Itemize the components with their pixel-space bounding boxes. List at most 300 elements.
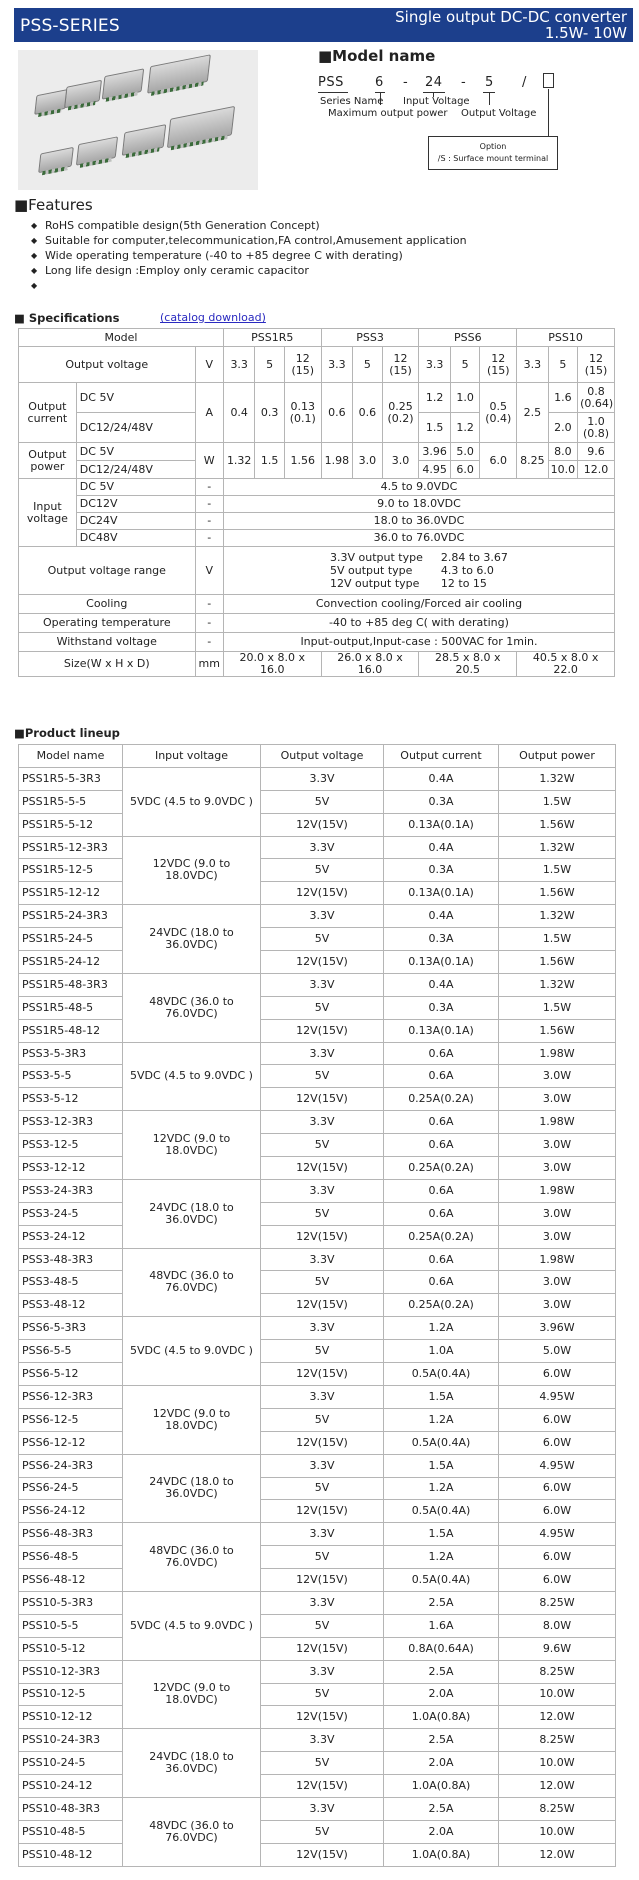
output-current-label: Output current xyxy=(19,383,77,443)
table-row xyxy=(19,882,616,905)
model-name-cell: PSS6-24-5 xyxy=(19,1477,123,1500)
model-name-cell: PSS6-24-12 xyxy=(19,1500,123,1523)
value-cell: 0.6 xyxy=(321,383,353,443)
table-row xyxy=(19,767,616,790)
output-current-cell: 0.4A xyxy=(384,836,499,859)
model-name-cell: PSS6-12-12 xyxy=(19,1431,123,1454)
output-power-cell: 1.98W xyxy=(499,1179,616,1202)
value-cell: 3.3 xyxy=(517,347,549,383)
output-current-cell: 1.5A xyxy=(384,1523,499,1546)
input-voltage-cell: 48VDC (36.0 to 76.0VDC) xyxy=(123,1248,261,1317)
model-name-cell: PSS10-5-3R3 xyxy=(19,1591,123,1614)
series-name-label: Series Name xyxy=(320,96,384,107)
output-voltage-cell: 3.3V xyxy=(261,1042,384,1065)
output-voltage-cell: 3.3V xyxy=(261,1797,384,1820)
output-current-cell: 1.2A xyxy=(384,1546,499,1569)
output-current-cell: 0.13A(0.1A) xyxy=(384,813,499,836)
model-name-cell: PSS3-24-12 xyxy=(19,1225,123,1248)
converter-chip xyxy=(76,136,118,165)
output-voltage-cell: 5V xyxy=(261,1546,384,1569)
row-label: DC 5V xyxy=(76,383,195,413)
output-current-cell: 0.25A(0.2A) xyxy=(384,1157,499,1180)
model-name-cell: PSS3-48-5 xyxy=(19,1271,123,1294)
model-code-dash: - xyxy=(403,75,409,90)
model-code-slash: / xyxy=(522,75,527,90)
output-current-cell: 1.0A(0.8A) xyxy=(384,1775,499,1798)
output-voltage-cell: 12V(15V) xyxy=(261,1294,384,1317)
table-row xyxy=(19,1843,616,1866)
value-cell: 1.0 xyxy=(450,383,479,413)
value-cell: 3.96 xyxy=(419,443,451,461)
feature-item xyxy=(45,278,467,293)
output-current-cell: 0.6A xyxy=(384,1042,499,1065)
output-voltage-cell: 5V xyxy=(261,928,384,951)
output-voltage-label: Output voltage xyxy=(19,347,196,383)
product-lineup-body xyxy=(19,767,616,1866)
unit: A xyxy=(195,383,223,443)
output-voltage-label: Output Voltage xyxy=(461,108,537,119)
output-power-cell: 6.0W xyxy=(499,1363,616,1386)
input-voltage-cell: 12VDC (9.0 to 18.0VDC) xyxy=(123,1660,261,1729)
value-cell: 0.3 xyxy=(255,383,284,443)
converter-chip xyxy=(122,124,166,156)
model-name-cell: PSS6-5-5 xyxy=(19,1340,123,1363)
output-voltage-cell: 3.3V xyxy=(261,1660,384,1683)
column-header: Output power xyxy=(499,745,616,768)
model-name-cell: PSS1R5-24-12 xyxy=(19,951,123,974)
model-name-cell: PSS3-5-5 xyxy=(19,1065,123,1088)
model-name-cell: PSS3-24-5 xyxy=(19,1202,123,1225)
output-power-cell: 12.0W xyxy=(499,1706,616,1729)
output-current-cell: 0.6A xyxy=(384,1179,499,1202)
size-label: Size(W x H x D) xyxy=(19,652,196,677)
output-current-cell: 0.3A xyxy=(384,790,499,813)
model-name-cell: PSS6-5-3R3 xyxy=(19,1317,123,1340)
range-value: 2.84 to 3.67 xyxy=(440,551,508,564)
option-text: /S : Surface mount terminal xyxy=(437,154,549,163)
table-row xyxy=(19,1317,616,1340)
output-power-cell: 4.95W xyxy=(499,1454,616,1477)
row-label: DC12V xyxy=(76,496,195,513)
output-power-cell: 1.32W xyxy=(499,767,616,790)
operating-temperature-value: -40 to +85 deg C( with derating) xyxy=(223,614,614,633)
value-cell: 0.8 (0.64) xyxy=(578,383,615,413)
output-power-cell: 4.95W xyxy=(499,1385,616,1408)
feature-item: ◆ Suitable for computer,telecommunication,FA control,Amusement application xyxy=(45,233,467,248)
output-power-cell: 1.5W xyxy=(499,790,616,813)
value-cell: 0.25 (0.2) xyxy=(382,383,419,443)
value-cell: 0.13 (0.1) xyxy=(284,383,321,443)
table-row xyxy=(19,928,616,951)
output-voltage-cell: 5V xyxy=(261,1340,384,1363)
table-row xyxy=(19,1614,616,1637)
value-cell: 0.6 xyxy=(353,383,382,443)
table-row xyxy=(19,1134,616,1157)
value-cell: 1.5 xyxy=(419,413,451,443)
table-row xyxy=(19,1271,616,1294)
output-voltage-cell: 5V xyxy=(261,1065,384,1088)
output-voltage-cell: 12V(15V) xyxy=(261,1706,384,1729)
series-header: PSS6 xyxy=(419,329,517,347)
input-voltage-cell: 12VDC (9.0 to 18.0VDC) xyxy=(123,1111,261,1180)
model-name-cell: PSS6-5-12 xyxy=(19,1363,123,1386)
value-cell: 3.3 xyxy=(321,347,353,383)
series-name: PSS-SERIES xyxy=(20,16,120,36)
output-voltage-cell: 12V(15V) xyxy=(261,1363,384,1386)
value-cell: 8.25 xyxy=(517,443,549,479)
output-power-cell: 1.32W xyxy=(499,905,616,928)
value-cell: 1.32 xyxy=(223,443,255,479)
output-voltage-cell: 3.3V xyxy=(261,1111,384,1134)
table-row xyxy=(19,1157,616,1180)
model-name-cell: PSS1R5-5-5 xyxy=(19,790,123,813)
value-cell: 3.3 xyxy=(223,347,255,383)
unit: - xyxy=(195,633,223,652)
output-voltage-range-label: Output voltage range xyxy=(19,547,196,595)
model-name-cell: PSS1R5-48-12 xyxy=(19,1019,123,1042)
model-name-cell: PSS1R5-12-3R3 xyxy=(19,836,123,859)
model-code-prefix: PSS xyxy=(318,75,344,90)
row-label: DC48V xyxy=(76,530,195,547)
converter-chip xyxy=(102,68,144,99)
feature-item: ◆ Long life design :Employ only ceramic capacitor xyxy=(45,263,467,278)
table-row xyxy=(19,1500,616,1523)
output-voltage-cell: 3.3V xyxy=(261,767,384,790)
output-power-cell: 3.96W xyxy=(499,1317,616,1340)
value-cell: 12 (15) xyxy=(382,347,419,383)
input-voltage-label: Input Voltage xyxy=(403,96,470,107)
model-name-cell: PSS10-48-5 xyxy=(19,1820,123,1843)
table-row xyxy=(19,1660,616,1683)
output-current-cell: 0.5A(0.4A) xyxy=(384,1431,499,1454)
output-current-cell: 1.2A xyxy=(384,1477,499,1500)
output-power-cell: 1.32W xyxy=(499,973,616,996)
output-voltage-cell: 5V xyxy=(261,1820,384,1843)
input-voltage-cell: 5VDC (4.5 to 9.0VDC ) xyxy=(123,1591,261,1660)
model-header: Model xyxy=(19,329,224,347)
output-current-cell: 0.3A xyxy=(384,859,499,882)
value-cell: 0.5 (0.4) xyxy=(480,383,517,443)
output-power-cell: 12.0W xyxy=(499,1843,616,1866)
row-label: DC 5V xyxy=(76,479,195,496)
output-power-cell: 1.56W xyxy=(499,882,616,905)
output-power-cell: 10.0W xyxy=(499,1820,616,1843)
model-name-cell: PSS10-48-3R3 xyxy=(19,1797,123,1820)
input-voltage-cell: 24VDC (18.0 to 36.0VDC) xyxy=(123,1729,261,1798)
table-row xyxy=(19,1248,616,1271)
output-current-cell: 2.0A xyxy=(384,1820,499,1843)
size-value: 20.0 x 8.0 x 16.0 xyxy=(223,652,321,677)
table-row xyxy=(19,1225,616,1248)
output-current-cell: 1.6A xyxy=(384,1614,499,1637)
output-power-label: Output power xyxy=(19,443,77,479)
table-row xyxy=(19,1111,616,1134)
size-value: 26.0 x 8.0 x 16.0 xyxy=(321,652,419,677)
output-voltage-cell: 12V(15V) xyxy=(261,1157,384,1180)
value-cell: 5 xyxy=(450,347,479,383)
table-row xyxy=(19,1706,616,1729)
output-power-cell: 3.0W xyxy=(499,1225,616,1248)
table-row xyxy=(19,1797,616,1820)
output-power-cell: 10.0W xyxy=(499,1683,616,1706)
value-cell: 9.0 to 18.0VDC xyxy=(223,496,614,513)
range-type: 3.3V output type xyxy=(330,551,423,564)
model-name-diagram xyxy=(318,70,618,175)
output-voltage-cell: 3.3V xyxy=(261,1248,384,1271)
model-name-cell: PSS1R5-48-5 xyxy=(19,996,123,1019)
value-cell: 1.98 xyxy=(321,443,353,479)
output-voltage-cell: 12V(15V) xyxy=(261,1637,384,1660)
output-power-cell: 10.0W xyxy=(499,1752,616,1775)
output-power-cell: 3.0W xyxy=(499,1065,616,1088)
output-current-cell: 0.8A(0.64A) xyxy=(384,1637,499,1660)
unit: - xyxy=(195,614,223,633)
table-row xyxy=(19,973,616,996)
table-row xyxy=(19,1408,616,1431)
model-name-cell: PSS6-48-3R3 xyxy=(19,1523,123,1546)
table-row xyxy=(19,1431,616,1454)
output-voltage-cell: 12V(15V) xyxy=(261,1569,384,1592)
output-voltage-cell: 3.3V xyxy=(261,1591,384,1614)
max-output-power-label: Maximum output power xyxy=(328,108,448,119)
table-row xyxy=(19,1363,616,1386)
feature-item: ◆ RoHS compatible design(5th Generation Concept) xyxy=(45,218,467,233)
output-current-cell: 0.6A xyxy=(384,1111,499,1134)
range-value: 12 to 15 xyxy=(440,577,487,590)
value-cell: 2.5 xyxy=(517,383,549,443)
output-voltage-cell: 5V xyxy=(261,859,384,882)
output-power-cell: 1.32W xyxy=(499,836,616,859)
table-row xyxy=(19,1591,616,1614)
header-power-range: 1.5W- 10W xyxy=(544,24,627,42)
column-header: Output voltage xyxy=(261,745,384,768)
model-name-cell: PSS6-24-3R3 xyxy=(19,1454,123,1477)
table-row xyxy=(19,1294,616,1317)
output-current-cell: 1.2A xyxy=(384,1317,499,1340)
unit: - xyxy=(195,496,223,513)
value-cell: 12 (15) xyxy=(480,347,517,383)
option-box xyxy=(428,136,558,170)
size-value: 28.5 x 8.0 x 20.5 xyxy=(419,652,517,677)
unit: - xyxy=(195,479,223,496)
table-row xyxy=(19,1454,616,1477)
table-row xyxy=(19,1546,616,1569)
output-voltage-cell: 12V(15V) xyxy=(261,1431,384,1454)
input-voltage-cell: 12VDC (9.0 to 18.0VDC) xyxy=(123,836,261,905)
row-label: DC 5V xyxy=(76,443,195,461)
output-voltage-cell: 12V(15V) xyxy=(261,882,384,905)
output-voltage-cell: 5V xyxy=(261,1752,384,1775)
output-current-cell: 0.13A(0.1A) xyxy=(384,951,499,974)
output-voltage-cell: 3.3V xyxy=(261,973,384,996)
unit: V xyxy=(195,547,223,595)
column-header: Input voltage xyxy=(123,745,261,768)
model-name-cell: PSS10-12-12 xyxy=(19,1706,123,1729)
column-header: Model name xyxy=(19,745,123,768)
output-power-cell: 4.95W xyxy=(499,1523,616,1546)
input-voltage-cell: 5VDC (4.5 to 9.0VDC ) xyxy=(123,767,261,836)
output-voltage-cell: 5V xyxy=(261,1134,384,1157)
series-header: PSS1R5 xyxy=(223,329,321,347)
output-current-cell: 0.6A xyxy=(384,1248,499,1271)
specifications-heading: ■ Specifications xyxy=(14,311,120,325)
model-name-cell: PSS6-12-3R3 xyxy=(19,1385,123,1408)
table-row xyxy=(19,1569,616,1592)
output-voltage-cell: 12V(15V) xyxy=(261,1500,384,1523)
output-voltage-cell: 5V xyxy=(261,1614,384,1637)
output-voltage-cell: 5V xyxy=(261,790,384,813)
range-type: 5V output type xyxy=(330,564,413,577)
product-lineup-heading: ■Product lineup xyxy=(14,726,120,740)
value-cell: 3.3 xyxy=(419,347,451,383)
output-current-cell: 0.4A xyxy=(384,905,499,928)
value-cell: 1.5 xyxy=(255,443,284,479)
model-name-cell: PSS3-5-3R3 xyxy=(19,1042,123,1065)
output-voltage-cell: 3.3V xyxy=(261,836,384,859)
output-current-cell: 0.25A(0.2A) xyxy=(384,1088,499,1111)
specifications-table xyxy=(18,328,615,677)
input-voltage-cell: 48VDC (36.0 to 76.0VDC) xyxy=(123,973,261,1042)
model-name-cell: PSS10-24-3R3 xyxy=(19,1729,123,1752)
withstand-voltage-label: Withstand voltage xyxy=(19,633,196,652)
output-current-cell: 1.0A xyxy=(384,1340,499,1363)
output-current-cell: 0.3A xyxy=(384,996,499,1019)
value-cell: 4.95 xyxy=(419,461,451,479)
series-header: PSS3 xyxy=(321,329,419,347)
table-row xyxy=(19,1683,616,1706)
catalog-download-link[interactable]: (catalog download) xyxy=(160,311,266,324)
output-power-cell: 3.0W xyxy=(499,1134,616,1157)
model-name-cell: PSS3-12-5 xyxy=(19,1134,123,1157)
table-row xyxy=(19,1019,616,1042)
output-voltage-cell: 3.3V xyxy=(261,1317,384,1340)
value-cell: 1.2 xyxy=(450,413,479,443)
output-power-cell: 1.5W xyxy=(499,996,616,1019)
table-row xyxy=(19,905,616,928)
table-row xyxy=(19,836,616,859)
model-name-cell: PSS10-5-12 xyxy=(19,1637,123,1660)
converter-chip xyxy=(64,80,102,109)
value-cell: 12.0 xyxy=(578,461,615,479)
output-current-cell: 2.5A xyxy=(384,1797,499,1820)
input-voltage-cell: 5VDC (4.5 to 9.0VDC ) xyxy=(123,1317,261,1386)
output-voltage-cell: 12V(15V) xyxy=(261,951,384,974)
model-name-cell: PSS3-5-12 xyxy=(19,1088,123,1111)
unit: V xyxy=(195,347,223,383)
value-cell: 4.5 to 9.0VDC xyxy=(223,479,614,496)
output-current-cell: 1.5A xyxy=(384,1385,499,1408)
model-code-voltage: 24 xyxy=(425,75,443,90)
value-cell: 1.56 xyxy=(284,443,321,479)
output-current-cell: 0.13A(0.1A) xyxy=(384,882,499,905)
output-voltage-cell: 5V xyxy=(261,1683,384,1706)
output-voltage-cell: 12V(15V) xyxy=(261,1225,384,1248)
output-voltage-cell: 3.3V xyxy=(261,1385,384,1408)
table-row xyxy=(19,1820,616,1843)
model-name-cell: PSS1R5-12-12 xyxy=(19,882,123,905)
value-cell: 2.0 xyxy=(548,413,577,443)
range-type: 12V output type xyxy=(330,577,420,590)
features-heading: ■Features xyxy=(14,196,93,214)
model-name-cell: PSS10-12-3R3 xyxy=(19,1660,123,1683)
table-row xyxy=(19,1637,616,1660)
row-label: DC12/24/48V xyxy=(76,413,195,443)
output-voltage-cell: 3.3V xyxy=(261,905,384,928)
value-cell: 1.2 xyxy=(419,383,451,413)
row-label: DC24V xyxy=(76,513,195,530)
value-cell: 3.0 xyxy=(382,443,419,479)
output-current-cell: 0.6A xyxy=(384,1271,499,1294)
table-row xyxy=(19,813,616,836)
output-power-cell: 1.56W xyxy=(499,1019,616,1042)
output-voltage-cell: 5V xyxy=(261,996,384,1019)
output-power-cell: 1.98W xyxy=(499,1042,616,1065)
model-name-cell: PSS1R5-12-5 xyxy=(19,859,123,882)
output-current-cell: 1.5A xyxy=(384,1454,499,1477)
value-cell: 10.0 xyxy=(548,461,577,479)
table-row xyxy=(19,1202,616,1225)
model-name-cell: PSS1R5-24-5 xyxy=(19,928,123,951)
output-current-cell: 0.4A xyxy=(384,767,499,790)
table-row xyxy=(19,859,616,882)
input-voltage-cell: 48VDC (36.0 to 76.0VDC) xyxy=(123,1797,261,1866)
output-voltage-cell: 5V xyxy=(261,1477,384,1500)
table-row xyxy=(19,1729,616,1752)
input-voltage-cell: 12VDC (9.0 to 18.0VDC) xyxy=(123,1385,261,1454)
output-power-cell: 3.0W xyxy=(499,1202,616,1225)
cooling-label: Cooling xyxy=(19,595,196,614)
output-voltage-cell: 3.3V xyxy=(261,1523,384,1546)
table-row xyxy=(19,1385,616,1408)
value-cell: 5 xyxy=(353,347,382,383)
model-name-cell: PSS10-24-5 xyxy=(19,1752,123,1775)
table-row xyxy=(19,951,616,974)
output-power-cell: 6.0W xyxy=(499,1569,616,1592)
output-power-cell: 1.98W xyxy=(499,1248,616,1271)
model-name-cell: PSS3-12-12 xyxy=(19,1157,123,1180)
output-voltage-cell: 3.3V xyxy=(261,1454,384,1477)
table-row xyxy=(19,1477,616,1500)
feature-item: ◆ Wide operating temperature (-40 to +85 degree C with derating) xyxy=(45,248,467,263)
output-voltage-cell: 3.3V xyxy=(261,1179,384,1202)
output-current-cell: 1.0A(0.8A) xyxy=(384,1843,499,1866)
value-cell: 6.0 xyxy=(480,443,517,479)
output-power-cell: 8.0W xyxy=(499,1614,616,1637)
table-row xyxy=(19,1179,616,1202)
table-row xyxy=(19,996,616,1019)
table-row xyxy=(19,790,616,813)
output-power-cell: 6.0W xyxy=(499,1500,616,1523)
output-current-cell: 0.25A(0.2A) xyxy=(384,1294,499,1317)
output-power-cell: 12.0W xyxy=(499,1775,616,1798)
cooling-value: Convection cooling/Forced air cooling xyxy=(223,595,614,614)
value-cell: 8.0 xyxy=(548,443,577,461)
output-power-cell: 6.0W xyxy=(499,1408,616,1431)
output-current-cell: 2.0A xyxy=(384,1752,499,1775)
value-cell: 36.0 to 76.0VDC xyxy=(223,530,614,547)
model-name-cell: PSS6-12-5 xyxy=(19,1408,123,1431)
product-photo xyxy=(18,50,258,190)
model-name-cell: PSS10-5-5 xyxy=(19,1614,123,1637)
output-voltage-cell: 12V(15V) xyxy=(261,1775,384,1798)
value-cell: 5 xyxy=(255,347,284,383)
input-voltage-cell: 5VDC (4.5 to 9.0VDC ) xyxy=(123,1042,261,1111)
output-power-cell: 9.6W xyxy=(499,1637,616,1660)
output-power-cell: 3.0W xyxy=(499,1294,616,1317)
column-header: Output current xyxy=(384,745,499,768)
output-voltage-cell: 5V xyxy=(261,1408,384,1431)
output-power-cell: 1.5W xyxy=(499,859,616,882)
